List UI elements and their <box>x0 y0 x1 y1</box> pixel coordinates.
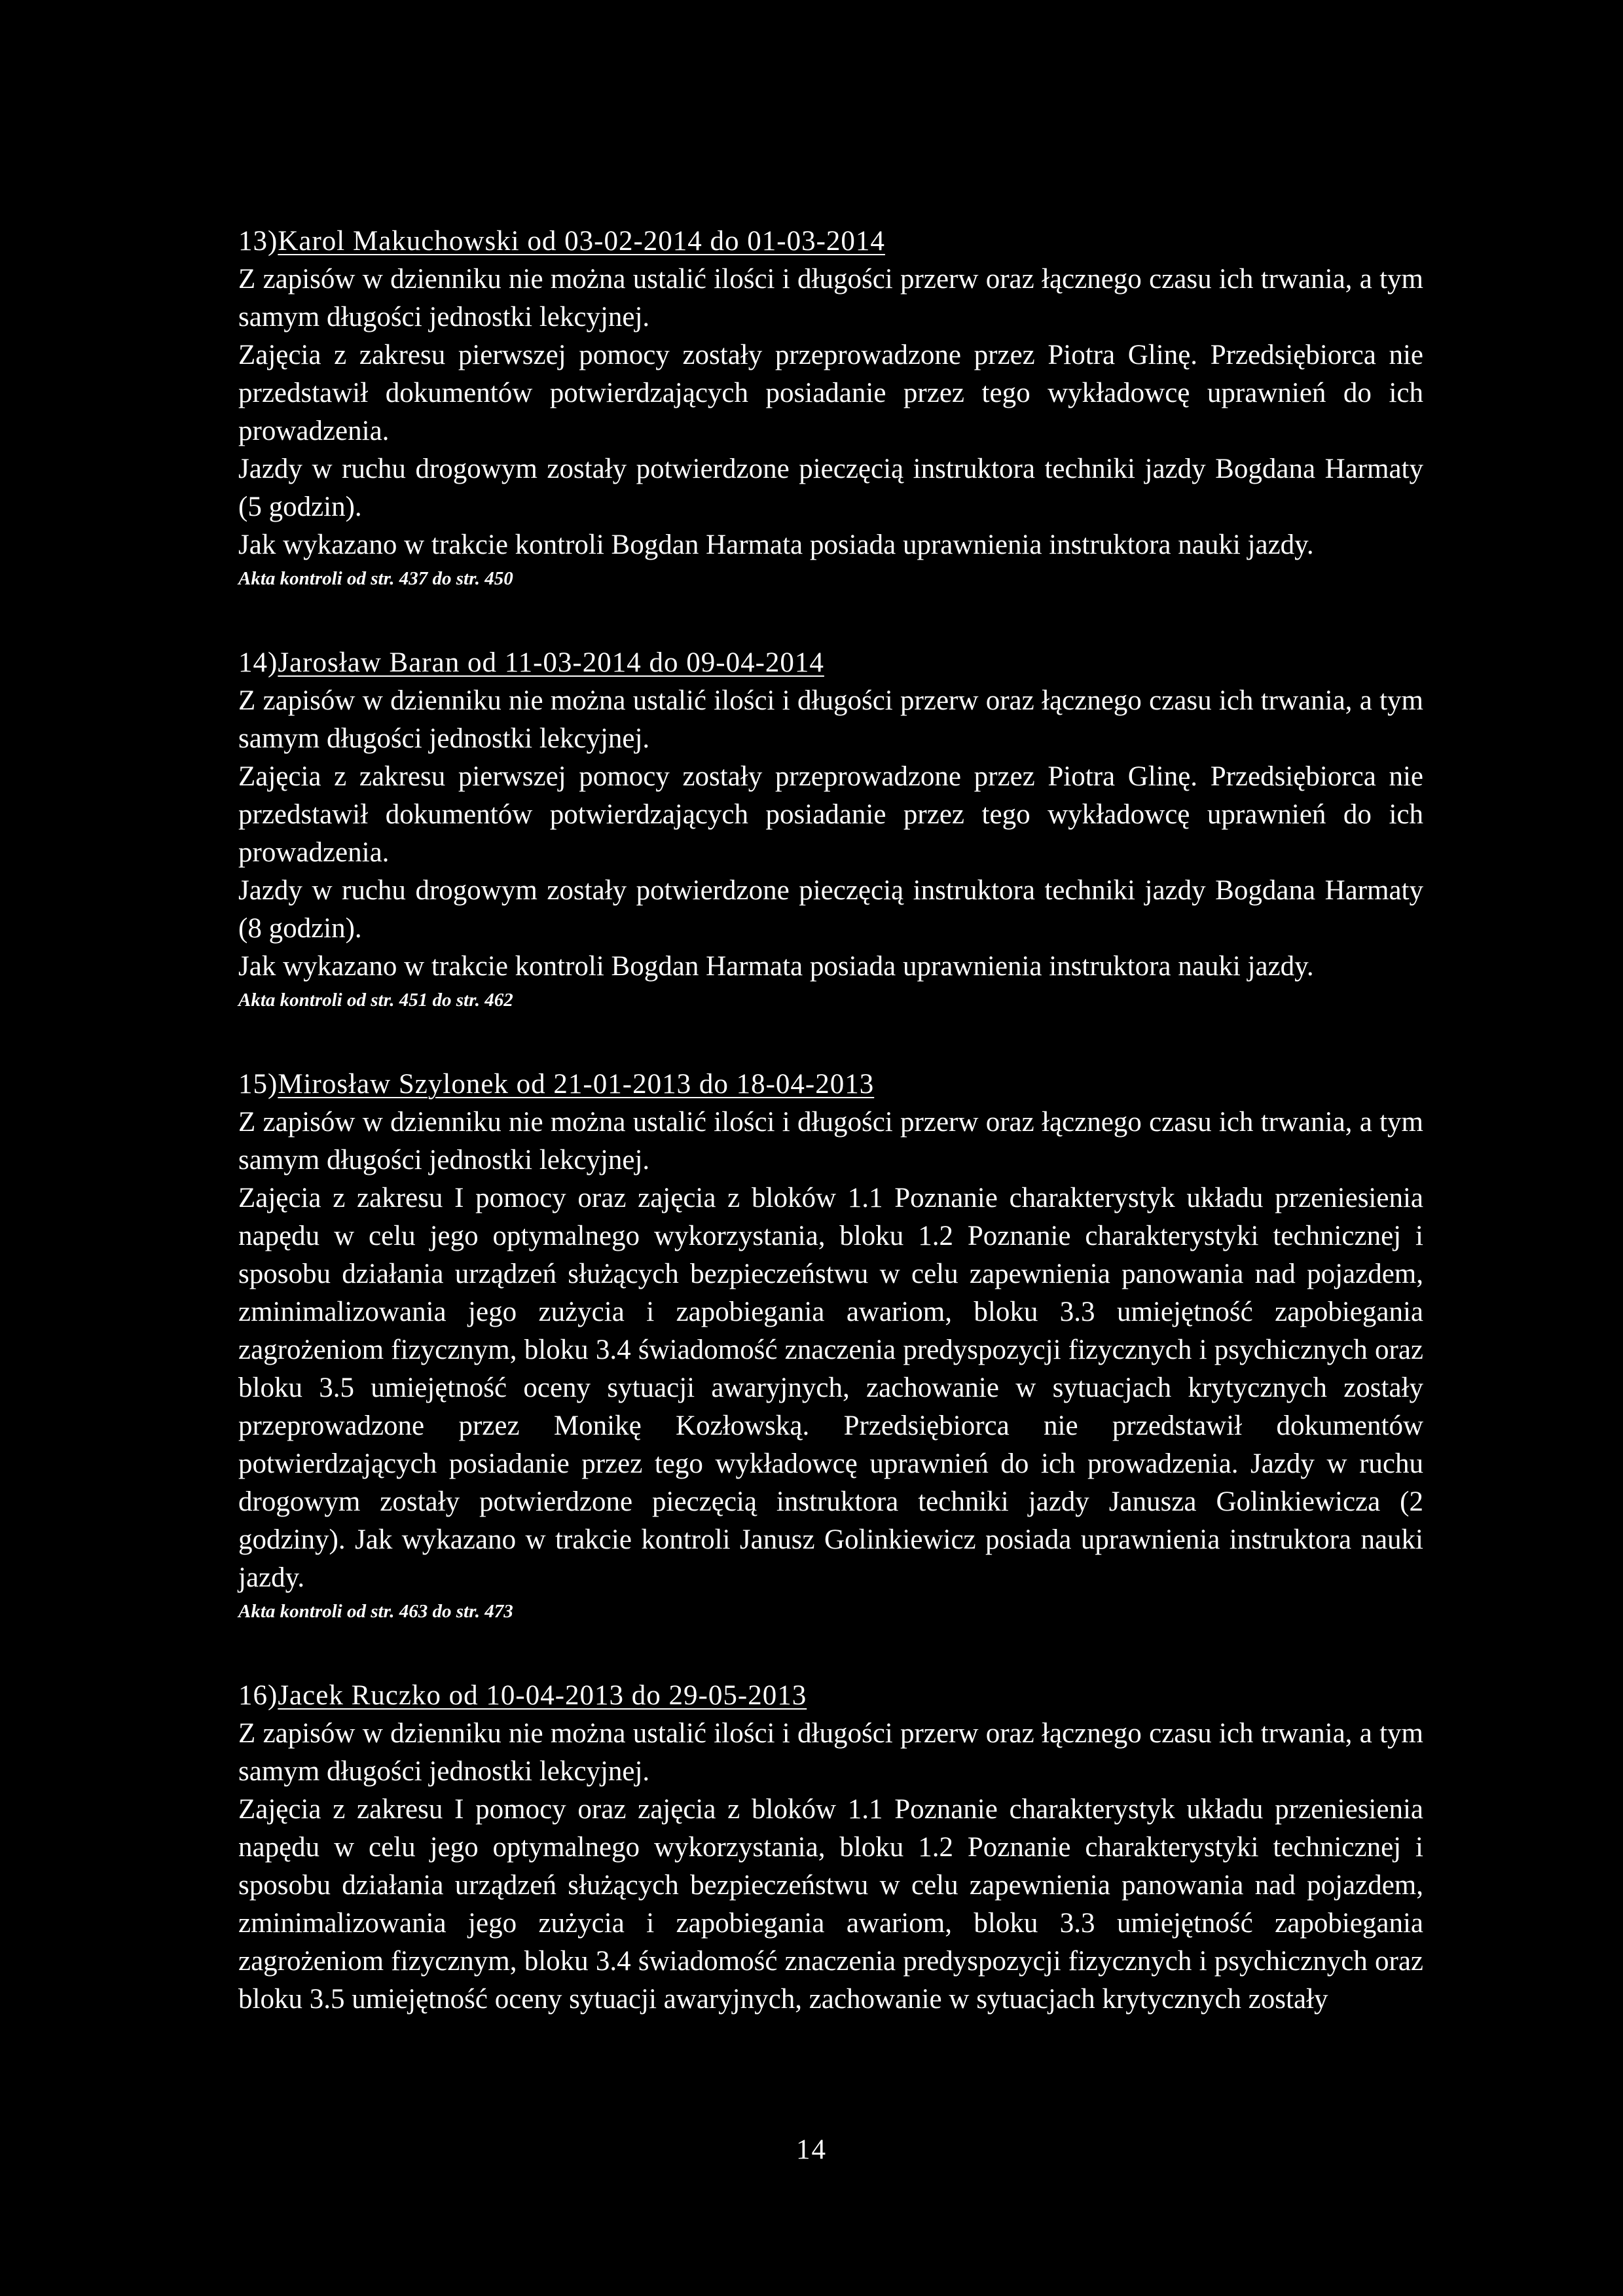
entry-heading <box>238 644 1423 682</box>
entry-title: Karol Makuchowski od 03-02-2014 do 01-03-2014 <box>278 226 885 257</box>
entry-paragraph: Zajęcia z zakresu pierwszej pomocy zostały przeprowadzone przez Piotra Glinę. Przedsiębiorca nie przedstawił dokumentów potwierdzających posiadanie przez tego wykładowcę uprawnień do ich prowadzenia. <box>238 761 1423 868</box>
entry-15 <box>238 1066 1423 1624</box>
source-reference: Akta kontroli od str. 463 do str. 473 <box>238 1601 513 1622</box>
page-number: 14 <box>796 2134 827 2165</box>
entry-paragraph: Jazdy w ruchu drogowym zostały potwierdzone pieczęcią instruktora techniki jazdy Bogdana Harmaty (8 godzin). <box>238 875 1423 944</box>
entry-heading <box>238 1677 1423 1715</box>
entry-paragraph: Jak wykazano w trakcie kontroli Bogdan Harmata posiada uprawnienia instruktora nauki jazdy. <box>238 951 1314 982</box>
entry-16 <box>238 1677 1423 2018</box>
entry-paragraph: Zajęcia z zakresu pierwszej pomocy zostały przeprowadzone przez Piotra Glinę. Przedsiębiorca nie przedstawił dokumentów potwierdzających posiadanie przez tego wykładowcę uprawnień do ich prowadzenia. <box>238 340 1423 446</box>
entry-title: Jarosław Baran od 11-03-2014 do 09-04-2014 <box>278 647 824 678</box>
entry-paragraph: Jazdy w ruchu drogowym zostały potwierdzone pieczęcią instruktora techniki jazdy Bogdana Harmaty (5 godzin). <box>238 454 1423 522</box>
entry-title: Mirosław Szylonek od 21-01-2013 do 18-04-2013 <box>278 1069 875 1100</box>
entry-heading <box>238 1066 1423 1103</box>
entry-paragraph: Zajęcia z zakresu I pomocy oraz zajęcia z bloków 1.1 Poznanie charakterystyk układu przeniesienia napędu w celu jego optymalnego wykorzystania, bloku 1.2 Poznanie charakterystyki technicznej i sposobu działania urządzeń służących bezpieczeństwu w celu zapewnienia panowania nad pojazdem, zminimalizowania jego zużycia i zapobiegania awariom, bloku 3.3 umiejętność zapobiegania zagrożeniom fizycznym, bloku 3.4 świadomość znaczenia predyspozycji fizycznych i psychicznych oraz bloku 3.5 umiejętność oceny sytuacji awaryjnych, zachowanie w sytuacjach krytycznych zostały przeprowadzone przez Monikę Kozłowską. Przedsiębiorca nie przedstawił dokumentów potwierdzających posiadanie przez tego wykładowcę uprawnień do ich prowadzenia. Jazdy w ruchu drogowym zostały potwierdzone pieczęcią instruktora techniki jazdy Janusza Golinkiewicza (2 godziny). Jak wykazano w trakcie kontroli Janusz Golinkiewicz posiada uprawnienia instruktora nauki jazdy. <box>238 1183 1423 1593</box>
entry-number: 15) <box>238 1069 278 1100</box>
entry-number: 14) <box>238 647 278 678</box>
entry-paragraph: Z zapisów w dzienniku nie można ustalić ilości i długości przerw oraz łącznego czasu ich trwania, a tym samym długości jednostki lekcyjnej. <box>238 264 1423 332</box>
entry-paragraph: Z zapisów w dzienniku nie można ustalić ilości i długości przerw oraz łącznego czasu ich trwania, a tym samym długości jednostki lekcyjnej. <box>238 1718 1423 1787</box>
entry-paragraph: Jak wykazano w trakcie kontroli Bogdan Harmata posiada uprawnienia instruktora nauki jazdy. <box>238 529 1314 560</box>
document-body <box>238 223 1423 2071</box>
entry-title: Jacek Ruczko od 10-04-2013 do 29-05-2013 <box>278 1680 807 1711</box>
entry-paragraph: Zajęcia z zakresu I pomocy oraz zajęcia z bloków 1.1 Poznanie charakterystyk układu przeniesienia napędu w celu jego optymalnego wykorzystania, bloku 1.2 Poznanie charakterystyki technicznej i sposobu działania urządzeń służących bezpieczeństwu w celu zapewnienia panowania nad pojazdem, zminimalizowania jego zużycia i zapobiegania awariom, bloku 3.3 umiejętność zapobiegania zagrożeniom fizycznym, bloku 3.4 świadomość znaczenia predyspozycji fizycznych i psychicznych oraz bloku 3.5 umiejętność oceny sytuacji awaryjnych, zachowanie w sytuacjach krytycznych zostały <box>238 1794 1423 2015</box>
entry-heading <box>238 223 1423 260</box>
entry-paragraph: Z zapisów w dzienniku nie można ustalić ilości i długości przerw oraz łącznego czasu ich trwania, a tym samym długości jednostki lekcyjnej. <box>238 685 1423 754</box>
entry-number: 13) <box>238 226 278 257</box>
entry-13 <box>238 223 1423 592</box>
entry-14 <box>238 644 1423 1013</box>
source-reference: Akta kontroli od str. 437 do str. 450 <box>238 568 513 589</box>
entry-number: 16) <box>238 1680 278 1711</box>
entry-paragraph: Z zapisów w dzienniku nie można ustalić ilości i długości przerw oraz łącznego czasu ich trwania, a tym samym długości jednostki lekcyjnej. <box>238 1107 1423 1175</box>
source-reference: Akta kontroli od str. 451 do str. 462 <box>238 990 513 1011</box>
